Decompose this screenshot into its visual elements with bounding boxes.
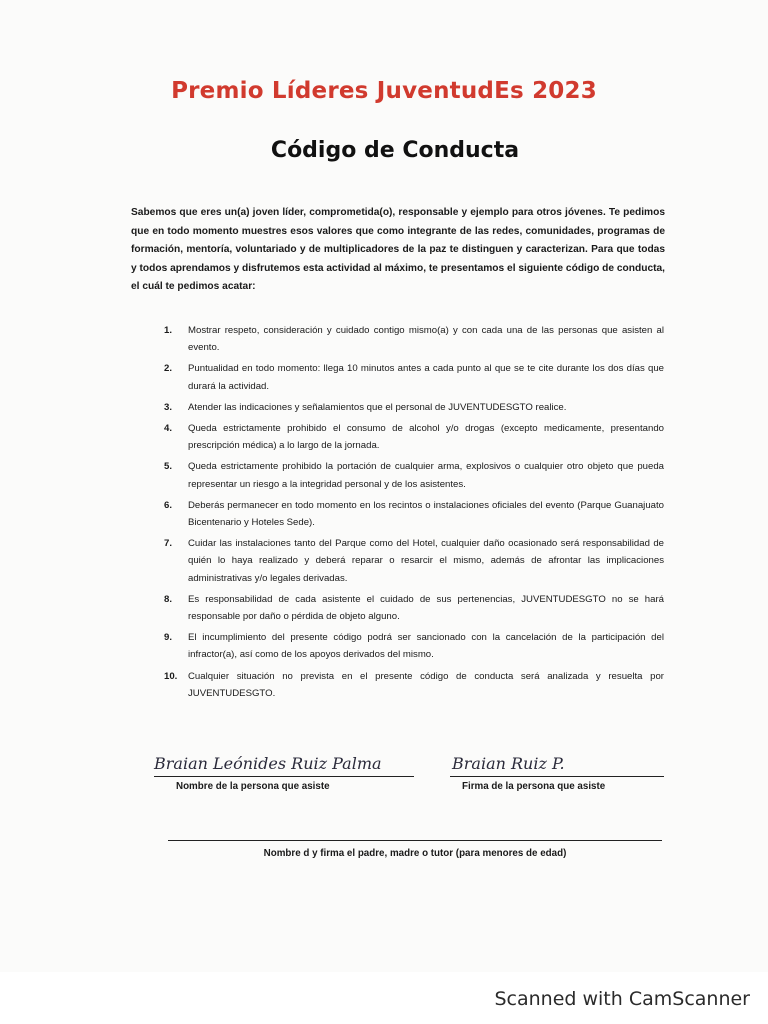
rule-text: Puntualidad en todo momento: llega 10 minutos antes a cada punto al que se te cite durante los dos días que durará la actividad.: [188, 363, 664, 392]
rule-item: [164, 360, 664, 394]
rule-item: [164, 629, 664, 663]
rule-item: [164, 420, 664, 454]
rule-number: 4.: [164, 423, 173, 435]
rule-text: Cualquier situación no prevista en el presente código de conducta será analizada y resuelta por JUVENTUDESGTO.: [188, 670, 664, 699]
guardian-line: [168, 840, 662, 841]
rule-item: [164, 497, 664, 531]
rule-text: Atender las indicaciones y señalamientos que el personal de JUVENTUDESGTO realice.: [188, 401, 567, 413]
signature-label: Firma de la persona que asiste: [462, 781, 606, 792]
rules-list: [164, 322, 664, 706]
name-label: Nombre de la persona que asiste: [176, 781, 330, 792]
camscanner-watermark: Scanned with CamScanner: [494, 988, 750, 1010]
guardian-label: Nombre d y firma el padre, madre o tutor (para menores de edad): [263, 848, 567, 859]
rule-number: 8.: [164, 593, 173, 605]
name-line: [154, 776, 414, 777]
rule-number: 7.: [164, 538, 173, 550]
rule-text: Cuidar las instalaciones tanto del Parque como del Hotel, cualquier daño ocasionado será responsabilidad de quién lo haya realizado y deberá reparar o resarcir el mismo, además de afrontar las implicaciones administrativas y/o legales derivadas.: [188, 538, 664, 584]
rule-text: Mostrar respeto, consideración y cuidado contigo mismo(a) y con cada una de las personas que asisten al evento.: [188, 325, 664, 354]
rule-number: 10.: [164, 670, 178, 682]
rule-item: [164, 668, 664, 702]
signature-row: [150, 754, 670, 804]
rule-item: [164, 591, 664, 625]
rule-item: [164, 322, 664, 356]
rule-number: 6.: [164, 499, 173, 511]
rule-text: Queda estrictamente prohibido la portación de cualquier arma, explosivos o cualquier otro objeto que pueda representar un riesgo a la integridad personal y de los asistentes.: [188, 461, 664, 490]
rule-number: 3.: [164, 401, 173, 413]
award-headline: Premio Líderes JuventudEs 2023: [171, 78, 597, 104]
rule-item: [164, 399, 664, 416]
signature-line: [450, 776, 664, 777]
rule-item: [164, 458, 664, 492]
rule-text: Deberás permanecer en todo momento en los recintos o instalaciones oficiales del evento (Parque Guanajuato Bicentenario y Hoteles Sede).: [188, 499, 664, 529]
rule-number: 1.: [164, 325, 173, 336]
rule-text: Queda estrictamente prohibido el consumo de alcohol y/o drogas (excepto medicamente, presentando prescripción médica) a lo largo de la jornada.: [188, 423, 664, 452]
page-title: Código de Conducta: [270, 138, 520, 163]
rule-number: 2.: [164, 363, 173, 375]
rule-text: El incumplimiento del presente código podrá ser sancionado con la cancelación de la participación del infractor(a), así como de los apoyos derivados del mismo.: [188, 632, 664, 661]
handwritten-signature: Braian Ruiz P.: [452, 754, 565, 773]
rule-text: Es responsabilidad de cada asistente el cuidado de sus pertenencias, JUVENTUDESGTO no se hará responsable por daño o pérdida de objeto alguno.: [188, 593, 664, 623]
rule-item: [164, 535, 664, 587]
intro-paragraph: Sabemos que eres un(a) joven líder, comprometida(o), responsable y ejemplo para otros jóvenes. Te pedimos que en todo momento muestres esos valores que como integrante de las redes, comunidades, programas de formación, mentoría, voluntariado y de multiplicadores de la paz te distinguen y caracterizan. Para que todas y todos aprendamos y disfrutemos esta actividad al máximo, te presentamos el siguiente código de conducta, el cuál te pedimos acatar:: [131, 207, 665, 293]
rule-number: 5.: [164, 461, 173, 473]
rule-number: 9.: [164, 632, 173, 644]
handwritten-name: Braian Leónides Ruiz Palma: [154, 754, 382, 773]
